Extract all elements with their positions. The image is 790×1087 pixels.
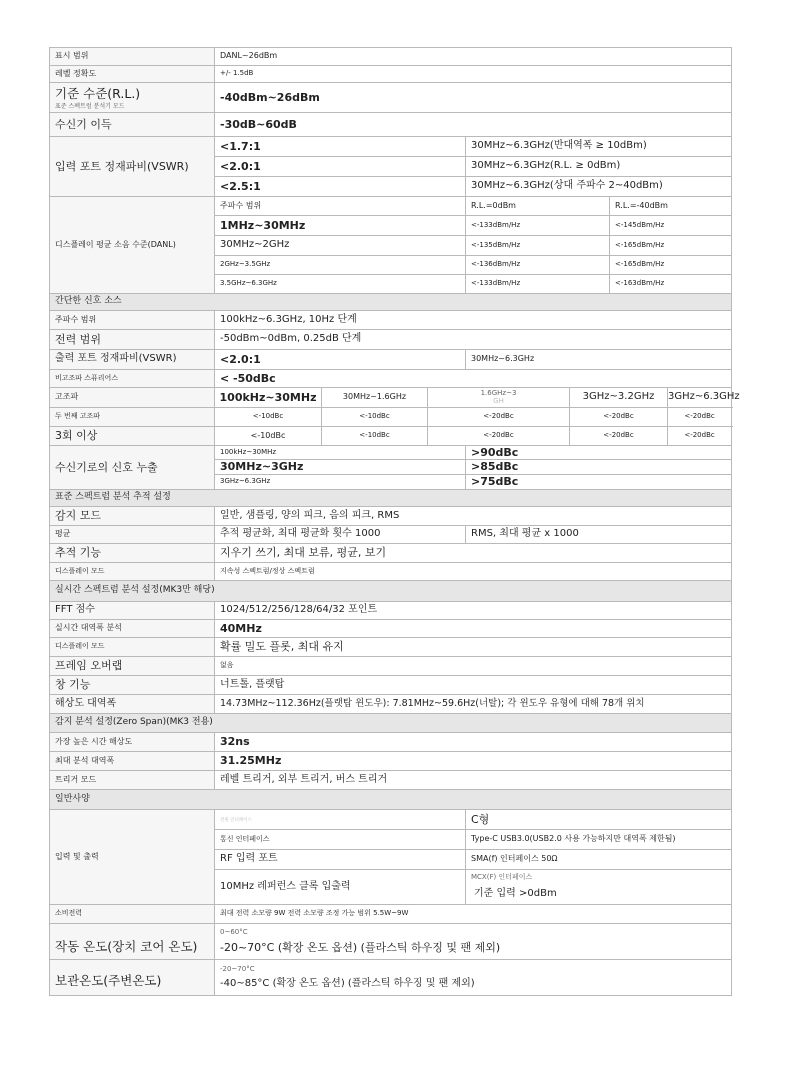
io-ref-clock-value: 기준 입력 >0dBm [474, 888, 557, 900]
time-resolution-value: 32ns [215, 733, 732, 752]
simple-source-section-title: 간단한 신호 소스 [50, 294, 732, 311]
third-harmonic-value: <-20dBc [570, 427, 668, 446]
danl-rl0: <-133dBm/Hz [466, 275, 610, 294]
power-range-value: -50dBm~0dBm, 0.25dB 단계 [215, 330, 732, 350]
rt-display-mode-label: 디스플레이 모드 [50, 638, 215, 657]
harmonics-label: 고조파 [50, 388, 215, 408]
input-vswr-value: <2.5:1 [215, 177, 466, 197]
rt-display-mode-value: 확률 밀도 플롯, 최대 유지 [215, 638, 732, 657]
danl-header-range: 주파수 범위 [215, 197, 466, 216]
reference-level-value: -40dBm~26dBm [215, 83, 732, 113]
output-vswr-condition: 30MHz~6.3GHz [466, 350, 732, 370]
danl-header-rl0: R.L.=0dBm [466, 197, 610, 216]
second-harmonic-label: 두 번째 고조파 [50, 408, 215, 427]
frame-overlap-label: 프레임 오버랩 [50, 657, 215, 676]
danl-rl0: <-135dBm/Hz [466, 236, 610, 256]
second-harmonic-value: <-10dBc [322, 408, 428, 427]
danl-label: 디스플레이 평균 소음 수준(DANL) [50, 197, 215, 294]
window-function-value: 너트톨, 플랫탑 [215, 676, 732, 695]
harmonics-band: 30MHz~1.6GHz [322, 388, 428, 408]
io-power-interface-label [215, 810, 466, 830]
storage-temp-extended: -40~85°C (확장 온도 옵션) (플라스틱 하우징 및 팬 제외) [220, 977, 475, 989]
io-ref-clock-label: 10MHz 레퍼런스 클록 입출력 [215, 870, 466, 905]
io-comm-interface-value: Type-C USB3.0(USB2.0 사용 가능하지만 대역폭 제한됨) [466, 830, 732, 850]
second-harmonic-value: <-20dBc [428, 408, 570, 427]
harmonics-band-cell [428, 388, 570, 408]
danl-rl40: <-165dBm/Hz [610, 256, 732, 275]
reference-level-sublabel: 표준 스펙트럼 분석기 모드 [55, 102, 125, 110]
trigger-mode-value: 레벨 트리거, 외부 트리거, 버스 트리거 [215, 771, 732, 790]
danl-rl40: <-145dBm/Hz [610, 216, 732, 236]
input-vswr-label: 입력 포트 정재파비(VSWR) [50, 137, 215, 197]
freq-range-label: 주파수 범위 [50, 311, 215, 330]
frame-overlap-value: 없음 [215, 657, 732, 676]
window-function-label: 창 기능 [50, 676, 215, 695]
power-range-label: 전력 범위 [50, 330, 215, 350]
display-range-label: 표시 범위 [50, 48, 215, 66]
io-comm-interface-label: 통신 인터페이스 [215, 830, 466, 850]
leakage-value: >75dBc [466, 475, 732, 490]
danl-rl40: <-163dBm/Hz [610, 275, 732, 294]
io-rf-port-label: RF 입력 포트 [215, 850, 466, 870]
third-harmonic-label: 3회 이상 [50, 427, 215, 446]
harmonics-band: 3GHz~6.3GHz [668, 388, 732, 408]
io-power-interface-text: 전원 인터페이스 [220, 817, 252, 823]
zero-span-section-title: 감지 분석 설정(Zero Span)(MK3 전용) [50, 714, 732, 733]
danl-rl40: <-165dBm/Hz [610, 236, 732, 256]
detect-mode-label: 감지 모드 [50, 507, 215, 526]
third-harmonic-value: <-20dBc [428, 427, 570, 446]
io-ref-clock-cell [466, 870, 732, 905]
operating-temp-extended: -20~70°C (확장 온도 옵션) (플라스틱 하우징 및 팬 제외) [220, 941, 501, 955]
spec-table [49, 47, 740, 996]
storage-temp-cell [215, 960, 732, 996]
harmonics-band: 100kHz~30MHz [215, 388, 322, 408]
second-harmonic-value: <-10dBc [215, 408, 322, 427]
input-vswr-condition: 30MHz~6.3GHz(반대역폭 ≥ 10dBm) [466, 137, 732, 157]
rt-bandwidth-label: 실시간 대역폭 분석 [50, 620, 215, 638]
danl-range: 30MHz~2GHz [215, 236, 466, 256]
io-ref-clock-connector: MCX(F) 인터페이스 [471, 873, 533, 882]
leakage-range: 3GHz~6.3GHz [215, 475, 466, 490]
input-vswr-condition: 30MHz~6.3GHz(상대 주파수 2~40dBm) [466, 177, 732, 197]
power-consumption-value: 최대 전력 소모량 9W 전력 소모량 조정 가능 범위 5.5W~9W [215, 905, 732, 924]
power-consumption-label: 소비전력 [50, 905, 215, 924]
output-vswr-label: 출력 포트 정재파비(VSWR) [50, 350, 215, 370]
third-harmonic-value: <-10dBc [322, 427, 428, 446]
harmonics-band: 3GHz~3.2GHz [570, 388, 668, 408]
trace-function-value: 지우기 쓰기, 최대 보류, 평균, 보기 [215, 544, 732, 563]
rbw-value: 14.73MHz~112.36Hz(플랫탑 윈도우): 7.81MHz~59.6Hz(너탈); 각 윈도우 유형에 대해 78개 위치 [215, 695, 732, 714]
danl-rl0: <-133dBm/Hz [466, 216, 610, 236]
second-harmonic-value: <-20dBc [668, 408, 732, 427]
danl-header-rl40: R.L.=-40dBm [610, 197, 732, 216]
leakage-value: >90dBc [466, 446, 732, 460]
display-mode-value: 지속성 스펙트럼/정상 스펙트럼 [215, 563, 732, 581]
harmonics-band-cut: GH [493, 396, 504, 405]
detect-mode-value: 일반, 샘플링, 양의 피크, 음의 피크, RMS [215, 507, 732, 526]
trace-settings-section-title: 표준 스펙트럼 분석 추적 설정 [50, 490, 732, 507]
time-resolution-label: 가장 높은 시간 해상도 [50, 733, 215, 752]
average-value-rms: RMS, 최대 평균 x 1000 [466, 526, 732, 544]
receiver-gain-label: 수신기 이득 [50, 113, 215, 137]
display-range-value: DANL~26dBm [215, 48, 732, 66]
average-label: 평균 [50, 526, 215, 544]
io-label: 입력 및 출력 [50, 810, 215, 905]
rtsa-section-title: 실시간 스펙트럼 분석 설정(MK3만 해당) [50, 581, 732, 602]
second-harmonic-value: <-20dBc [570, 408, 668, 427]
harmonics-band: 1.6GHz~3 [480, 389, 517, 398]
danl-range: 2GHz~3.5GHz [215, 256, 466, 275]
leakage-range: 100kHz~30MHz [215, 446, 466, 460]
third-harmonic-value: <-10dBc [215, 427, 322, 446]
input-vswr-value: <1.7:1 [215, 137, 466, 157]
leakage-label: 수신기로의 신호 누출 [50, 446, 215, 490]
spurious-label: 비고조파 스퓨리어스 [50, 370, 215, 388]
receiver-gain-value: -30dB~60dB [215, 113, 732, 137]
input-vswr-value: <2.0:1 [215, 157, 466, 177]
rt-bandwidth-value: 40MHz [215, 620, 732, 638]
fft-points-value: 1024/512/256/128/64/32 포인트 [215, 602, 732, 620]
danl-rl0: <-136dBm/Hz [466, 256, 610, 275]
max-bandwidth-value: 31.25MHz [215, 752, 732, 771]
average-value: 추적 평균화, 최대 평균화 횟수 1000 [215, 526, 466, 544]
leakage-value: >85dBc [466, 460, 732, 475]
storage-temp-standard: -20~70°C [220, 964, 255, 973]
level-accuracy-label: 레벨 정확도 [50, 66, 215, 83]
operating-temp-standard: 0~60°C [220, 928, 248, 937]
level-accuracy-value: +/- 1.5dB [215, 66, 732, 83]
spurious-value: < -50dBc [215, 370, 732, 388]
freq-range-value: 100kHz~6.3GHz, 10Hz 단계 [215, 311, 732, 330]
danl-range: 1MHz~30MHz [215, 216, 466, 236]
reference-level-label: 기준 수준(R.L.) [55, 85, 141, 101]
max-bandwidth-label: 최대 분석 대역폭 [50, 752, 215, 771]
rbw-label: 해상도 대역폭 [50, 695, 215, 714]
storage-temp-label: 보관온도(주변온도) [50, 960, 215, 996]
trigger-mode-label: 트리거 모드 [50, 771, 215, 790]
output-vswr-value: <2.0:1 [215, 350, 466, 370]
danl-range: 3.5GHz~6.3GHz [215, 275, 466, 294]
io-power-interface-value: C형 [466, 810, 732, 830]
trace-function-label: 추적 기능 [50, 544, 215, 563]
fft-points-label: FFT 점수 [50, 602, 215, 620]
io-rf-port-value: SMA(f) 인터페이스 50Ω [466, 850, 732, 870]
operating-temp-label: 작동 온도(장치 코어 온도) [50, 924, 215, 960]
general-section-title: 일반사양 [50, 790, 732, 810]
operating-temp-cell [215, 924, 732, 960]
third-harmonic-value: <-20dBc [668, 427, 732, 446]
input-vswr-condition: 30MHz~6.3GHz(R.L. ≥ 0dBm) [466, 157, 732, 177]
display-mode-label: 디스플레이 모드 [50, 563, 215, 581]
reference-level-cell [50, 83, 215, 113]
leakage-range: 30MHz~3GHz [215, 460, 466, 475]
